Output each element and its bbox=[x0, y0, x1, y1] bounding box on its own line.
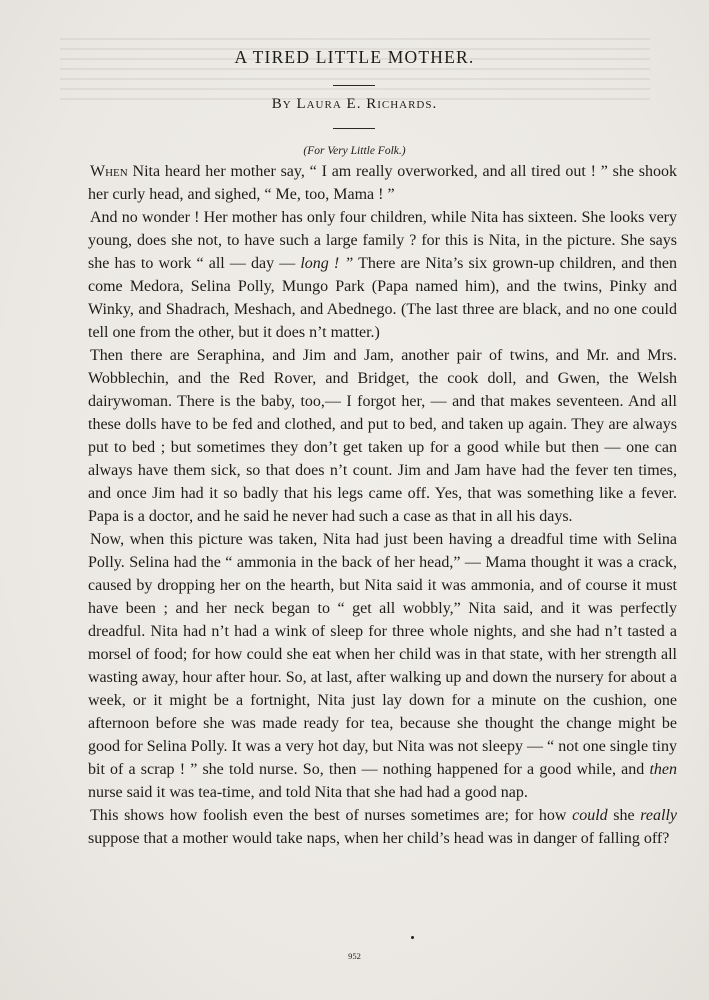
text-run: she bbox=[607, 807, 641, 824]
text-run: And no wonder ! Her mother has only four children, while Nita has sixteen. She looks very young, does she not, to have such a large family ? for this is Nita, in the picture. She says she has to work “ all — day — bbox=[88, 209, 677, 272]
drop-word: When bbox=[90, 163, 128, 180]
article-body bbox=[88, 160, 677, 850]
italic-text: could bbox=[572, 807, 608, 824]
text-run: Then there are Seraphina, and Jim and Jam, another pair of twins, and Mr. and Mrs. Wobblechin, and the Red Rover, and Bridget, the cook doll, and Gwen, the Welsh dairywoman. There is the baby, too,— I forgot her, — and that makes seventeen. And all these dolls have to be fed and clothed, and put to bed, and taken up again. They are always put to bed ; but sometimes they don’t get taken up for a good while but then — one can always have them sick, so that does n’t count. Jim and Jam have had the fever ten times, and once Jim had it so badly that his legs came off. Yes, that was something like a fever. Papa is a doctor, and he said he never had such a case as that in all his days. bbox=[88, 347, 677, 525]
paragraph bbox=[88, 528, 677, 804]
ink-speck bbox=[411, 936, 414, 939]
text-run: This shows how foolish even the best of nurses sometimes are; for how bbox=[90, 807, 573, 824]
text-run: Now, when this picture was taken, Nita had just been having a dreadful time with Selina Polly. Selina had the “ ammonia in the back of her head,” — Mama thought it was a crack, caused by dropping her on the hearth, but Nita said it was ammonia, and of course it must have been ; and her neck began to “ get all wobbly,” Nita said, and it was perfectly dreadful. Nita had n’t had a wink of sleep for three whole nights, and she had n’t tasted a morsel of food; for how could she eat when her child was in that state, with her strength all wasting away, hour after hour. So, at last, after walking up and down the nursery for about a week, or it might be a fortnight, Nita just lay down for a minute on the cushion, one afternoon before she was made ready for tea, because she thought the change might be good for Selina Polly. It was a very hot day, but Nita was not sleepy — “ not one single tiny bit of a scrap ! ” she told nurse. So, then — nothing happened for a good while, and bbox=[88, 531, 677, 778]
paragraph bbox=[88, 344, 677, 528]
paragraph bbox=[88, 206, 677, 344]
paragraph bbox=[88, 804, 677, 850]
text-run: suppose that a mother would take naps, when her child’s head was in danger of falling off? bbox=[88, 830, 670, 847]
page-number: 952 bbox=[348, 951, 361, 961]
article-title: A TIRED LITTLE MOTHER. bbox=[234, 47, 475, 67]
text-run: nurse said it was tea-time, and told Nita that she had had a good nap. bbox=[88, 784, 528, 801]
subtitle: (For Very Little Folk.) bbox=[303, 145, 406, 157]
italic-text: long ! ” bbox=[300, 255, 354, 272]
title-rule bbox=[333, 85, 375, 86]
paragraph bbox=[88, 160, 677, 206]
italic-text: then bbox=[649, 761, 677, 778]
text-run: Nita heard her mother say, “ I am really overworked, and all tired out ! ” she shook her curly head, and sighed, “ Me, too, Mama ! ” bbox=[88, 163, 677, 203]
italic-text: really bbox=[640, 807, 678, 824]
byline-rule bbox=[333, 128, 375, 129]
byline: By Laura E. Richards. bbox=[271, 96, 438, 112]
text-run: There are Nita’s six grown-up children, and then come Medora, Selina Polly, Mungo Park (Papa named him), and the twins, Pinky and Winky, and Shadrach, Meshach, and Abednego. (The last three are black, and no one could tell one from the other, but it does n’t matter.) bbox=[88, 255, 678, 341]
